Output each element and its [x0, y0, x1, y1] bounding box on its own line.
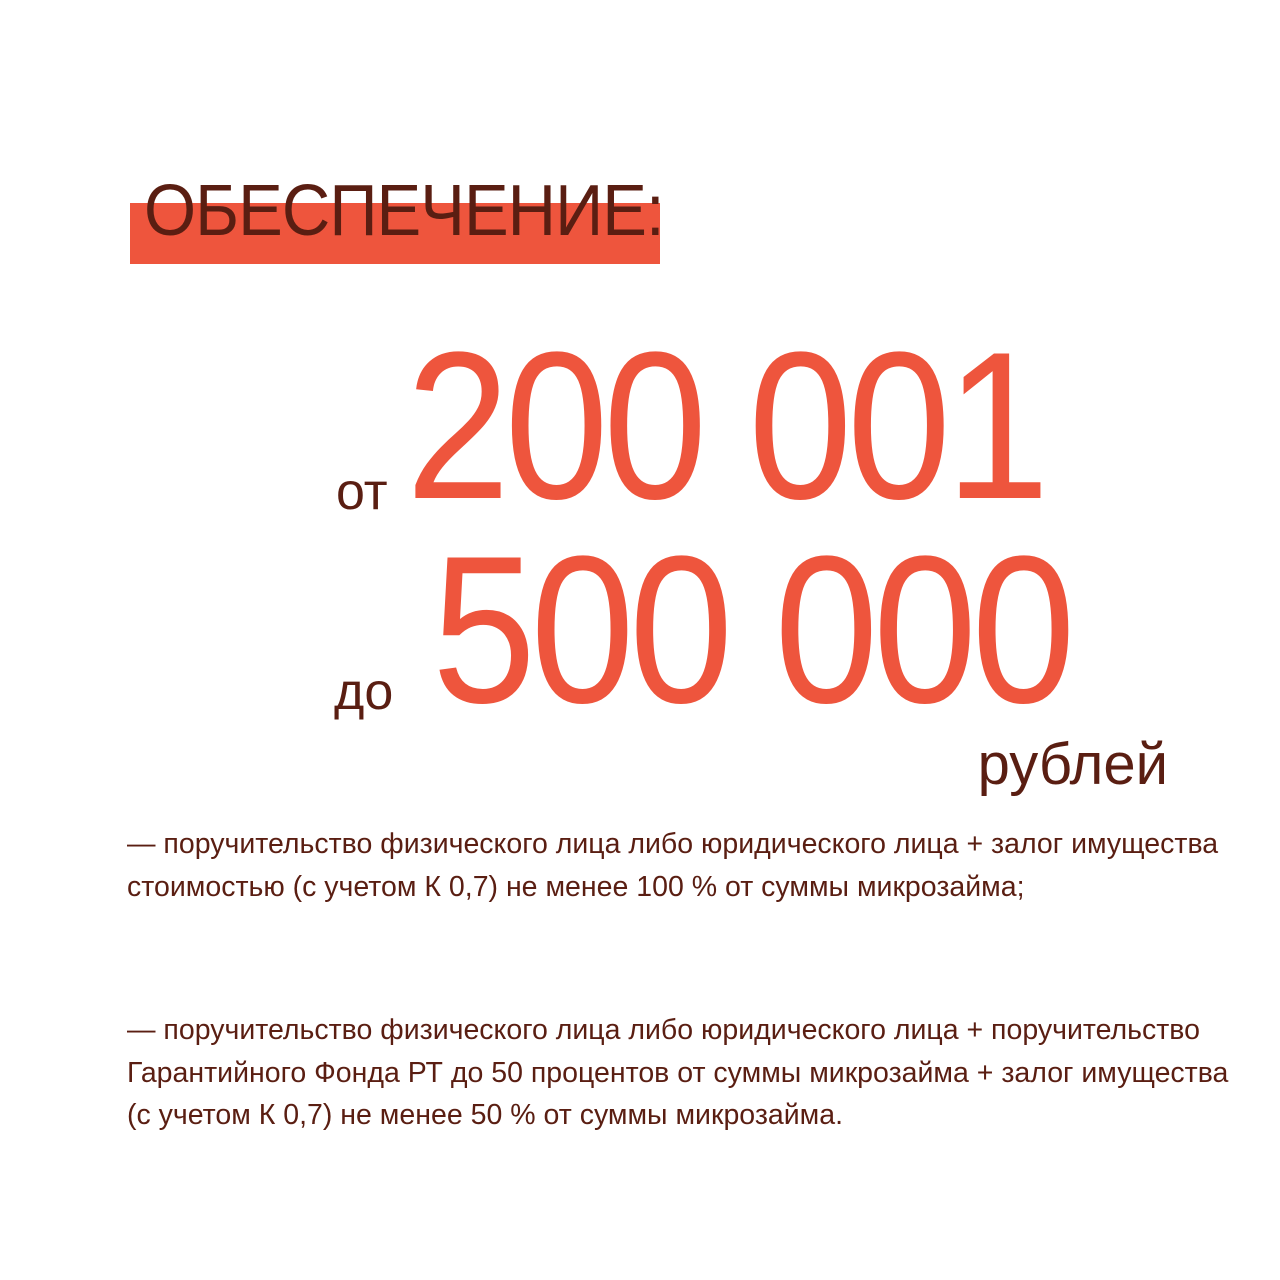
- condition-item-2: — поручительство физического лица либо юридического лица + поручительство Гарантийного Фонда РТ до 50 процентов от суммы микрозайма + залог имущества (с учетом К 0,7) не менее 50 % от суммы микрозайма.: [127, 1014, 1229, 1131]
- amount-from-prefix: от: [336, 463, 388, 521]
- condition-item-1: — поручительство физического лица либо юридического лица + залог имущества стоимостью (с учетом К 0,7) не менее 100 % от суммы микрозайма;: [127, 828, 1219, 903]
- amount-to-prefix: до: [334, 663, 394, 721]
- page-title: ОБЕСПЕЧЕНИЕ:: [144, 171, 664, 251]
- amount-from-value: 200 001: [406, 308, 1045, 543]
- amount-to-value: 500 000: [432, 512, 1071, 747]
- amount-unit: рублей: [977, 732, 1168, 797]
